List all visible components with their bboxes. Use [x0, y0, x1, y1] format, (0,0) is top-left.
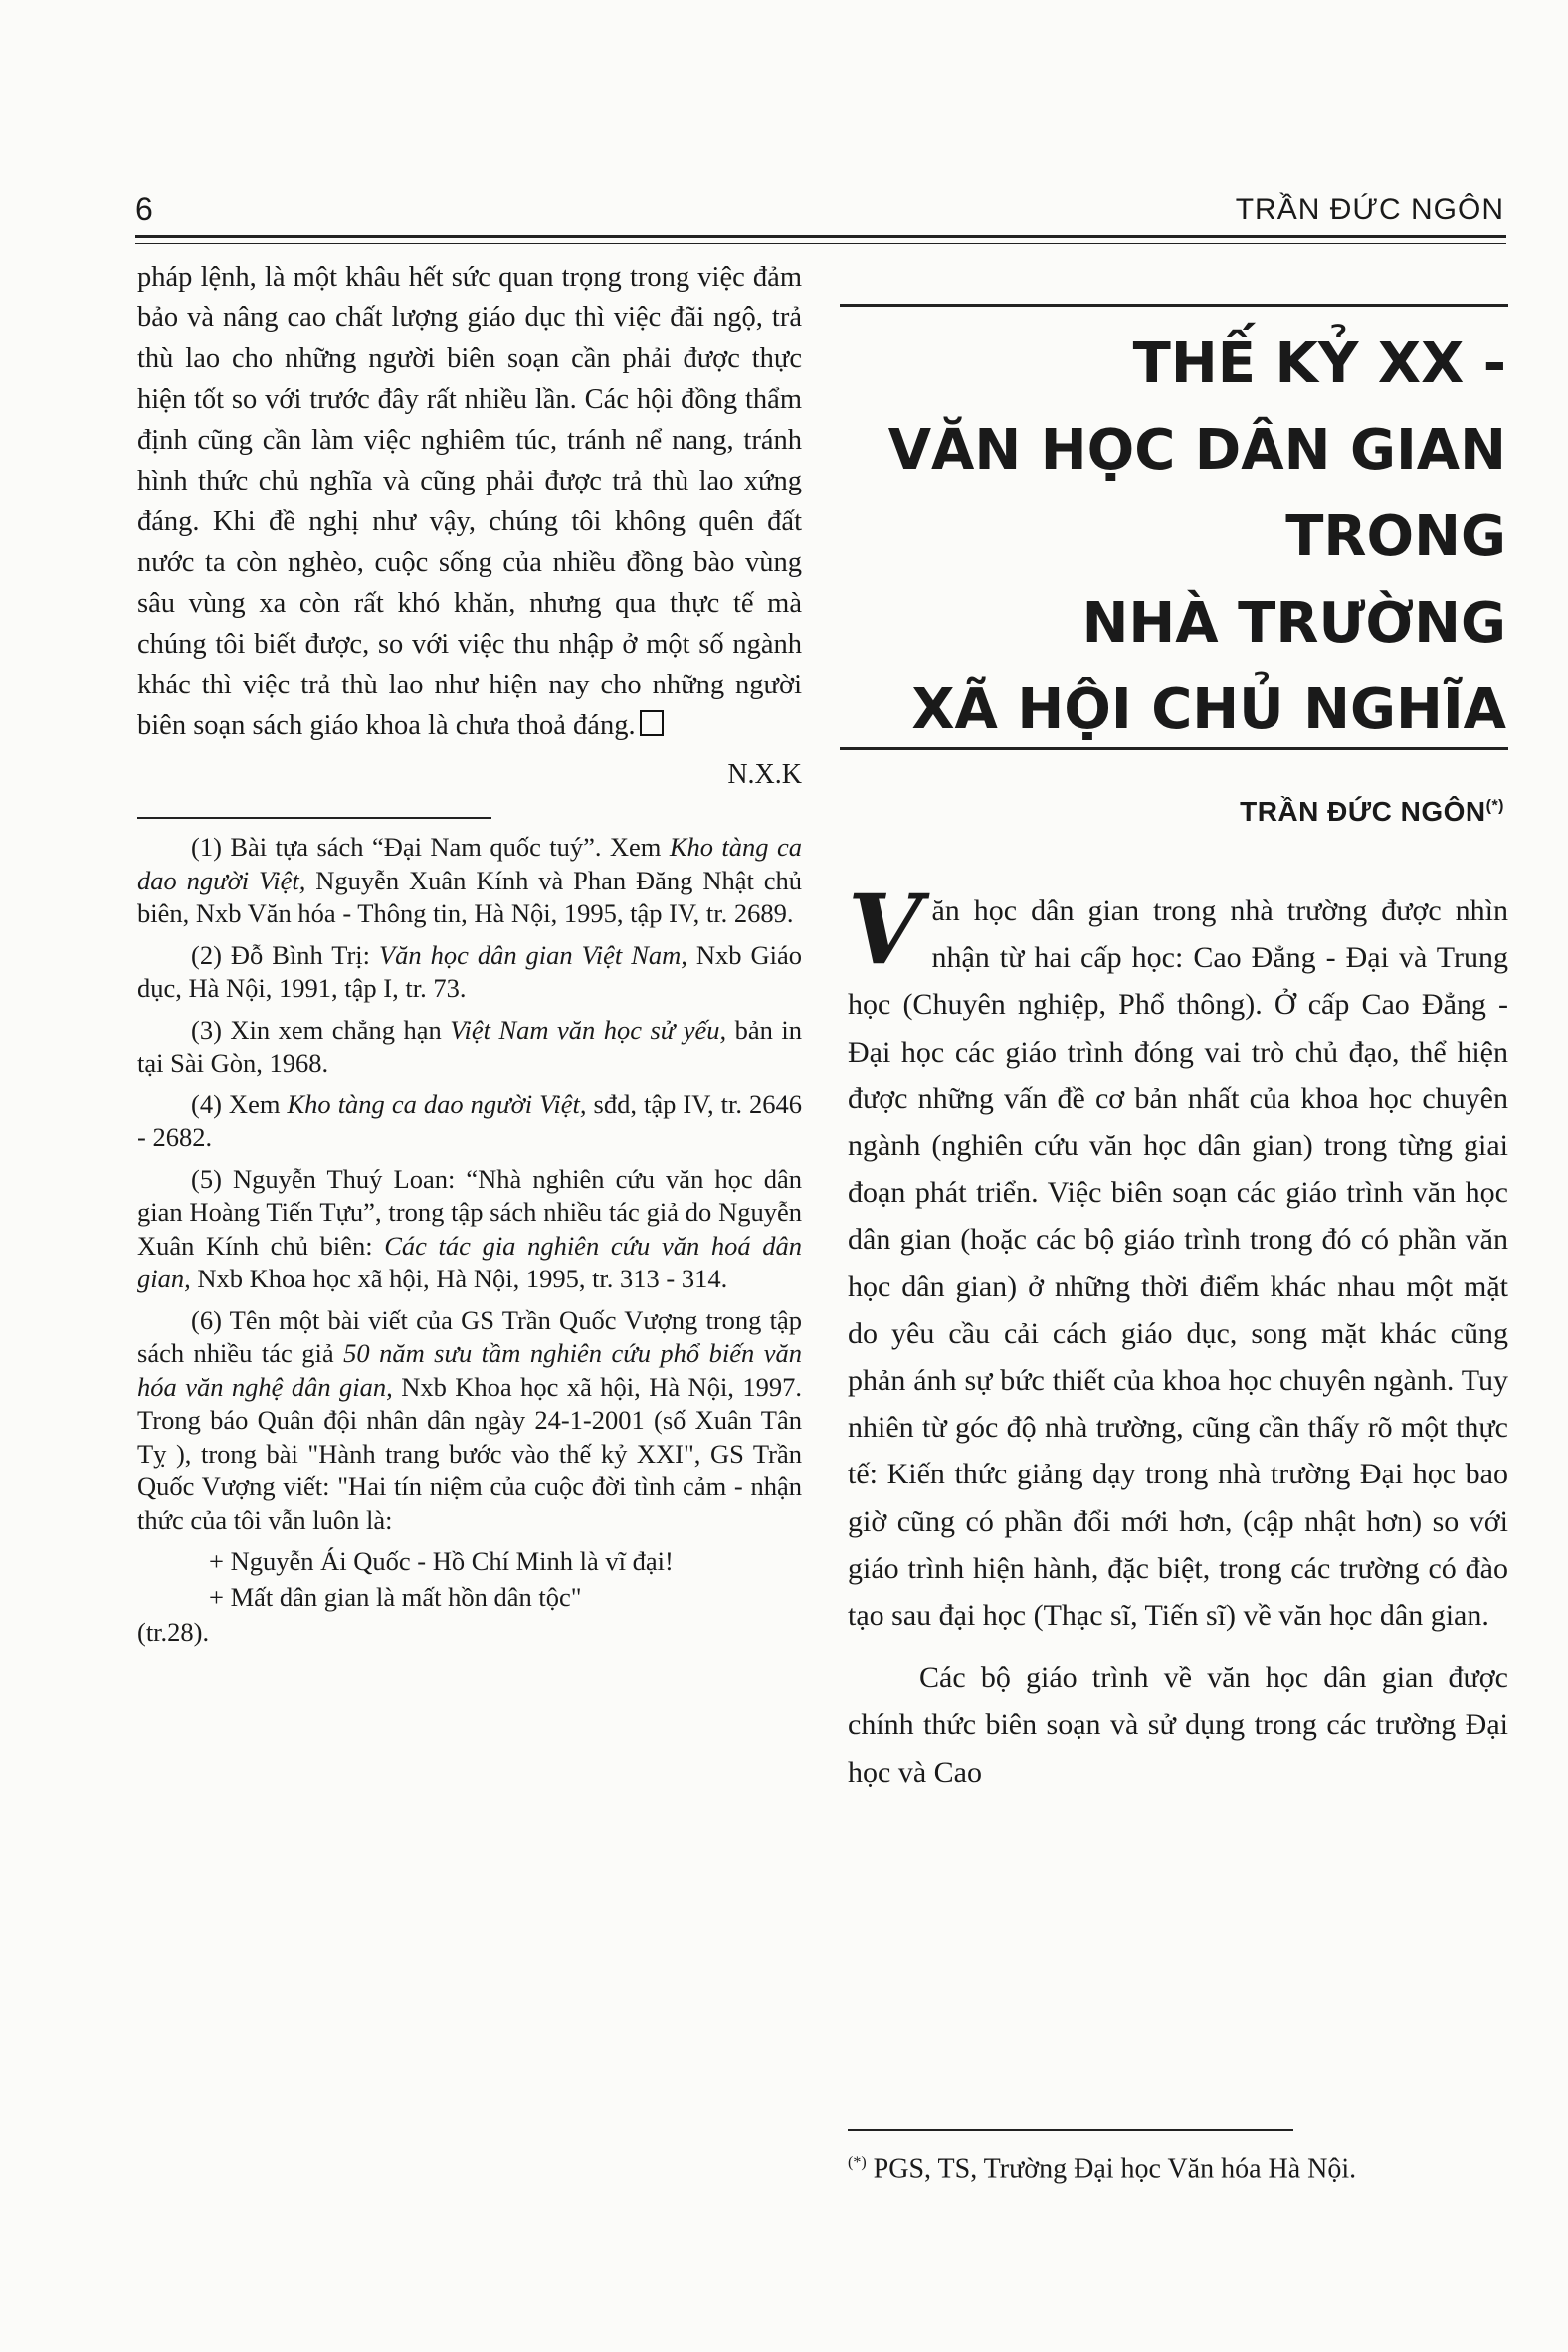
footnote-1: (1) Bài tựa sách “Đại Nam quốc tuý”. Xem Kho tàng ca dao người Việt, Nguyễn Xuân Kính và Phan Đăng Nhật chủ biên, Nxb Văn hóa - Thông tin, Hà Nội, 1995, tập IV, tr. 2689.	[137, 832, 803, 928]
footnote-4: (4) Xem Kho tàng ca dao người Việt, sđd, tập IV, tr. 2646 - 2682.	[137, 1088, 802, 1152]
article-footnote-rule	[848, 2129, 1293, 2131]
article-title	[840, 320, 1506, 753]
title-line-2: VĂN HỌC DÂN GIAN	[887, 418, 1506, 483]
footnote-5: (5) Nguyễn Thuý Loan: “Nhà nghiên cứu văn học dân gian Hoàng Tiến Tựu”, trong tập sách nhiều tác giả do Nguyễn Xuân Kính chủ biên: Các tác gia nghiên cứu văn hoá dân gian, Nxb Khoa học xã hội, Hà Nội, 1995, tr. 313 - 314.	[137, 1163, 802, 1293]
footnote-6-line-3: + Mất dân gian là mất hồn dân tộc"	[209, 1581, 582, 1612]
left-column	[137, 257, 802, 1658]
footnote-rule	[137, 817, 491, 819]
paragraph-2: Các bộ giáo trình về văn học dân gian được chính thức biên soạn và sử dụng trong các trường Đại học và Cao	[848, 1662, 1508, 1789]
left-body-text: pháp lệnh, là một khâu hết sức quan trọng trong việc đảm bảo và nâng cao chất lượng giáo dục thì việc đãi ngộ, trả thù lao cho những người biên soạn cần phải được thực hiện tốt so với trước đây rất nhiều lần. Các hội đồng thẩm định cũng cần làm việc nghiêm túc, tránh nể nang, tránh hình thức chủ nghĩa và cũng phải được trả thù lao xứng đáng. Khi đề nghị như vậy, chúng tôi không quên đất nước ta còn nghèo, cuộc sống của nhiều đồng bào vùng sâu vùng xa còn rất khó khăn, nhưng qua thực tế mà chúng tôi biết được, so với việc thu nhập ở một số ngành khác thì việc trả thù lao như hiện nay cho những người biên soạn sách giáo khoa là chưa thoả đáng.	[137, 262, 802, 741]
article-footnote: (*) PGS, TS, Trường Đại học Văn hóa Hà Nội.	[848, 2153, 1357, 2185]
header-rule-thin	[135, 243, 1506, 244]
title-line-1: THẾ KỶ XX -	[1132, 331, 1506, 396]
header-rule	[135, 235, 1506, 238]
footnotes	[137, 831, 802, 1650]
title-line-4: NHÀ TRƯỜNG	[1081, 591, 1506, 656]
title-rule-bottom	[840, 747, 1508, 750]
page-number: 6	[135, 191, 153, 227]
article-signature: N.X.K	[727, 759, 802, 790]
footnote-2: (2) Đỗ Bình Trị: Văn học dân gian Việt Nam, Nxb Giáo dục, Hà Nội, 1991, tập I, tr. 73.	[137, 939, 802, 1003]
drop-cap: V	[848, 874, 922, 986]
footnote-6-line-2: + Nguyễn Ái Quốc - Hồ Chí Minh là vĩ đại!	[209, 1546, 674, 1576]
footnote-6-tail: (tr.28).	[137, 1617, 210, 1647]
article-body	[848, 874, 1508, 1796]
footnote-3: (3) Xin xem chẳng hạn Việt Nam văn học sử yếu, bản in tại Sài Gòn, 1968.	[137, 1014, 803, 1078]
paragraph-1: Văn học dân gian trong nhà trường được nhìn nhận từ hai cấp học: Cao Đẳng - Đại và Trung học (Chuyên nghiệp, Phổ thông). Ở cấp Cao Đẳng - Đại học các giáo trình đóng vai trò chủ đạo, thể hiện được những vấn đề cơ bản nhất của khoa học chuyên ngành (nghiên cứu văn học dân gian) trong từng giai đoạn phát triển. Việc biên soạn các giáo trình văn học dân gian (hoặc các bộ giáo trình trong đó có phần văn học dân gian) ở những thời điểm khác nhau một mặt do yêu cầu cải cách giáo dục, song mặt khác cũng phản ánh sự bức thiết của khoa học chuyên ngành. Tuy nhiên từ góc độ nhà trường, cũng cần thấy rõ một thực tế: Kiến thức giảng dạy trong nhà trường Đại học bao giờ cũng có phần đổi mới hơn, (cập nhật hơn) so với giáo trình hiện hành, đặc biệt, trong các trường có đào tạo sau đại học (Thạc sĩ, Tiến sĩ) về văn học dân gian.	[848, 874, 1508, 1633]
footnote-6: (6) Tên một bài viết của GS Trần Quốc Vượng trong tập sách nhiều tác giả 50 năm sưu tầm nghiên cứu phổ biến văn hóa văn nghệ dân gian, Nxb Khoa học xã hội, Hà Nội, 1997. Trong báo Quân đội nhân dân ngày 24-1-2001 (số Xuân Tân Tỵ ), trong bài "Hành trang bước vào thế kỷ XXI", GS Trần Quốc Vượng viết: "Hai tín niệm của cuộc đời tình cảm - nhận thức của tôi vẫn luôn là:	[137, 1304, 802, 1535]
title-line-5: XÃ HỘI CHỦ NGHĨA	[911, 678, 1506, 742]
article-author: TRẦN ĐỨC NGÔN(*)	[1240, 796, 1504, 827]
title-line-3: TRONG	[1285, 504, 1506, 569]
running-title: TRẦN ĐỨC NGÔN	[1235, 193, 1504, 226]
end-of-article-mark	[640, 710, 664, 736]
author-note-mark: (*)	[1485, 797, 1504, 815]
title-rule-top	[840, 304, 1508, 307]
